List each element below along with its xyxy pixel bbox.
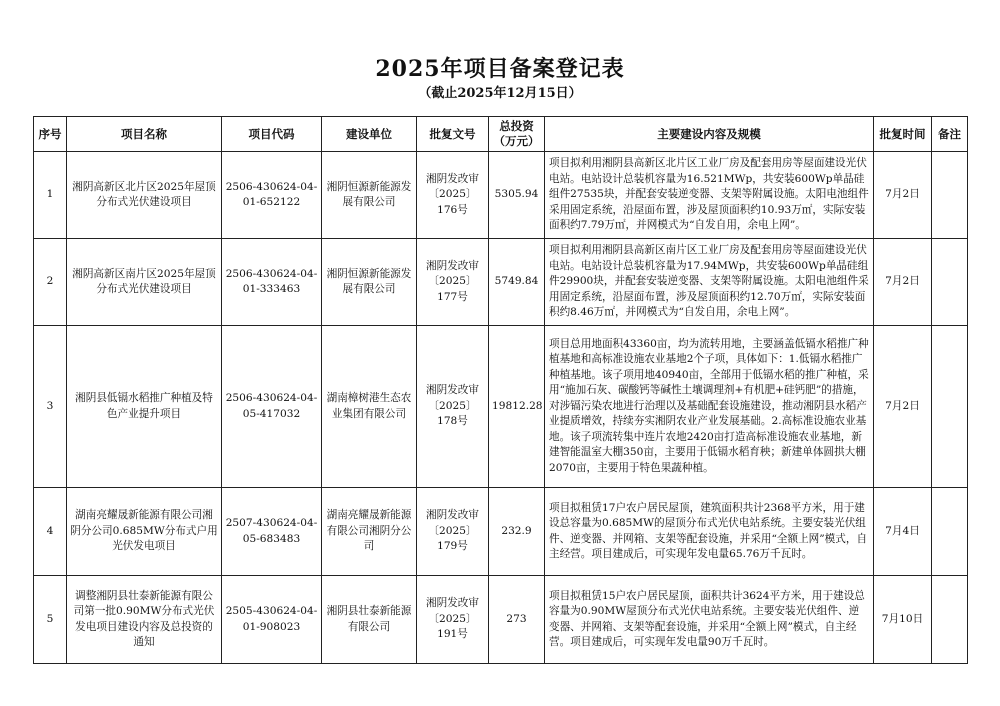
- cell-doc: 湘阴发改审〔2025〕179号: [417, 488, 489, 576]
- cell-doc: 湘阴发改审〔2025〕177号: [417, 239, 489, 326]
- cell-content: 项目拟利用湘阴县高新区南片区工业厂房及配套用房等屋面建设光伏电站。电站设计总装机容量为17.94MWp，共安装600Wp单晶硅组件29900块，并配套安装逆变器、支架等附属设施。太阳电池组件采用固定系统，沿屋面布置，涉及屋顶面积约12.70万㎡，实际安装面积约8.46万㎡，并网模式为“自发自用，余电上网”。: [545, 239, 874, 326]
- cell-unit: 湘阴恒源新能源发展有限公司: [322, 239, 417, 326]
- cell-note: [932, 576, 968, 664]
- cell-doc: 湘阴发改审〔2025〕191号: [417, 576, 489, 664]
- cell-time: 7月2日: [874, 152, 932, 239]
- cell-unit: 湘阴恒源新能源发展有限公司: [322, 152, 417, 239]
- cell-seq: 3: [34, 326, 67, 488]
- cell-seq: 4: [34, 488, 67, 576]
- cell-unit: 湘阴县壮泰新能源有限公司: [322, 576, 417, 664]
- cell-time: 7月2日: [874, 326, 932, 488]
- page-title: 2025年项目备案登记表: [375, 56, 625, 82]
- table-row: [34, 239, 968, 326]
- cell-content: 项目拟租赁15户农户居民屋顶，面积共计3624平方米，用于建设总容量为0.90MW屋顶分布式光伏电站系统。主要安装光伏组件、逆变器、并网箱、支架等配套设施，并采用“全额上网”模式，自主经营。项目建成后，可实现年发电量90万千瓦时。: [545, 576, 874, 664]
- cell-time: 7月10日: [874, 576, 932, 664]
- cell-name: 湘阴高新区北片区2025年屋顶分布式光伏建设项目: [67, 152, 222, 239]
- header-seq: 序号: [34, 117, 67, 152]
- cell-doc: 湘阴发改审〔2025〕178号: [417, 326, 489, 488]
- cell-code: 2506-430624-04-05-417032: [222, 326, 322, 488]
- cell-code: 2505-430624-04-01-908023: [222, 576, 322, 664]
- cell-content: 项目总用地面积43360亩，均为流转用地，主要涵盖低镉水稻推广种植基地和高标准设施农业基地2个子项，具体如下：1.低镉水稻推广种植基地。该子项用地40940亩，全部用于低镉水稻的推广种植，采用“施加石灰、碳酸钙等碱性土壤调理剂+有机肥+硅钙肥”的措施，对涉镉污染农地进行治理以及基础配套设施建设，推动湘阴县水稻产业提质增效，持续夯实湘阴农业产业发展基础。2.高标准设施农业基地。该子项流转集中连片农地2420亩打造高标准设施农业基地，新建智能温室大棚350亩，主要用于低镉水稻育秧；新建单体圆拱大棚2070亩，主要用于特色果蔬种植。: [545, 326, 874, 488]
- cell-seq: 2: [34, 239, 67, 326]
- cell-note: [932, 152, 968, 239]
- header-unit: 建设单位: [322, 117, 417, 152]
- header-time: 批复时间: [874, 117, 932, 152]
- cell-content: 项目拟租赁17户农户居民屋顶，建筑面积共计2368平方米，用于建设总容量为0.685MW的屋顶分布式光伏电站系统。主要安装光伏组件、逆变器、并网箱、支架等配套设施，并采用“全额上网”模式，自主经营。项目建成后，可实现年发电量65.76万千瓦时。: [545, 488, 874, 576]
- cell-code: 2507-430624-04-05-683483: [222, 488, 322, 576]
- cell-name: 湘阴县低镉水稻推广种植及特色产业提升项目: [67, 326, 222, 488]
- cell-content: 项目拟利用湘阴县高新区北片区工业厂房及配套用房等屋面建设光伏电站。电站设计总装机容量为16.521MWp，共安装600Wp单晶硅组件27535块，并配套安装逆变器、支架等附属设施。太阳电池组件采用固定系统，沿屋面布置，涉及屋顶面积约10.93万㎡，实际安装面积约7.79万㎡，并网模式为“自发自用，余电上网”。: [545, 152, 874, 239]
- cell-name: 湘阴高新区南片区2025年屋顶分布式光伏建设项目: [67, 239, 222, 326]
- header-doc: 批复文号: [417, 117, 489, 152]
- cell-invest: 5305.94: [489, 152, 545, 239]
- header-invest: 总投资（万元）: [489, 117, 545, 152]
- table-row: [34, 576, 968, 664]
- cell-code: 2506-430624-04-01-333463: [222, 239, 322, 326]
- cell-doc: 湘阴发改审〔2025〕176号: [417, 152, 489, 239]
- cell-unit: 湖南樟树港生态农业集团有限公司: [322, 326, 417, 488]
- cell-invest: 273: [489, 576, 545, 664]
- cell-seq: 5: [34, 576, 67, 664]
- header-name: 项目名称: [67, 117, 222, 152]
- cell-seq: 1: [34, 152, 67, 239]
- cell-invest: 5749.84: [489, 239, 545, 326]
- cell-note: [932, 488, 968, 576]
- cell-note: [932, 239, 968, 326]
- table-header-row: [34, 117, 968, 152]
- table-row: [34, 152, 968, 239]
- cell-invest: 19812.28: [489, 326, 545, 488]
- header-content: 主要建设内容及规模: [545, 117, 874, 152]
- cell-time: 7月4日: [874, 488, 932, 576]
- cell-unit: 湖南亮耀晟新能源有限公司湘阴分公司: [322, 488, 417, 576]
- cell-name: 湖南亮耀晟新能源有限公司湘阴分公司0.685MW分布式户用光伏发电项目: [67, 488, 222, 576]
- page-subtitle: （截止2025年12月15日）: [418, 86, 582, 101]
- cell-name: 调整湘阴县壮泰新能源有限公司第一批0.90MW分布式光伏发电项目建设内容及总投资的通知: [67, 576, 222, 664]
- cell-code: 2506-430624-04-01-652122: [222, 152, 322, 239]
- project-table: [33, 116, 968, 664]
- cell-note: [932, 326, 968, 488]
- header-code: 项目代码: [222, 117, 322, 152]
- table-row: [34, 488, 968, 576]
- header-note: 备注: [932, 117, 968, 152]
- cell-time: 7月2日: [874, 239, 932, 326]
- table-row: [34, 326, 968, 488]
- cell-invest: 232.9: [489, 488, 545, 576]
